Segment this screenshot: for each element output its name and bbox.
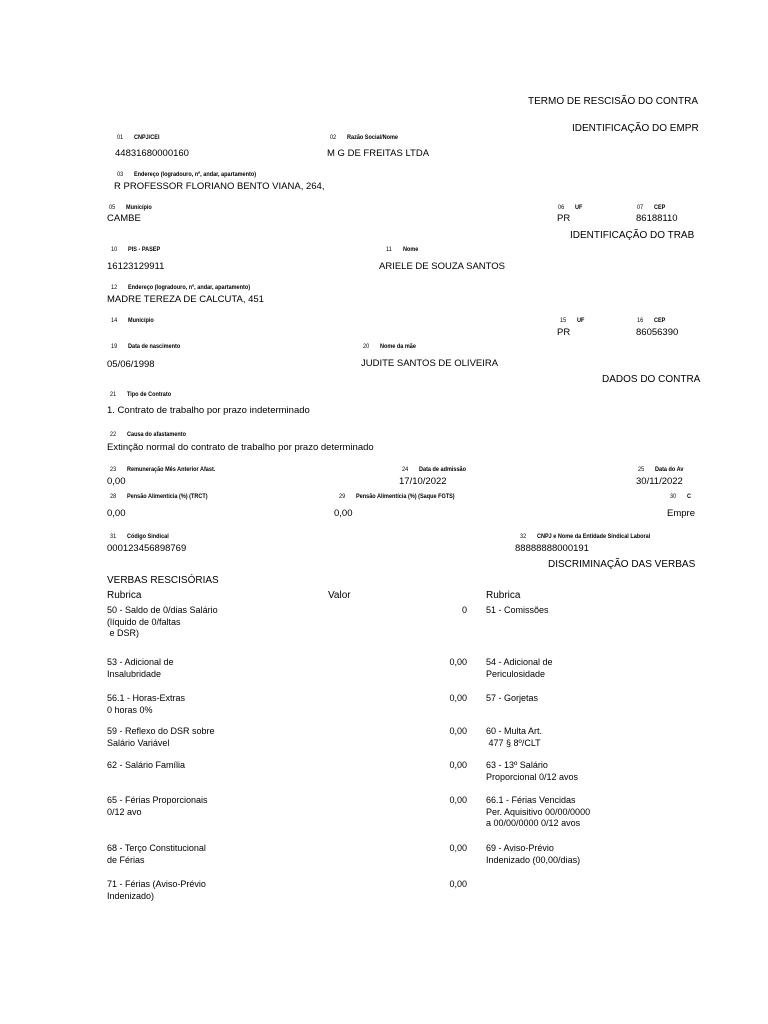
verba-value: 0,00 [449,760,467,770]
field-label-cnpj: 01 CNPJ/CEI [117,134,160,141]
field-label-pis: 10 PIS - PASEP [111,246,161,253]
verba-rubrica-right: 51 - Comissões [486,605,549,615]
verba-value: 0,00 [449,657,467,667]
field-value-contract-type: 1. Contrato de trabalho por prazo indeterminado [107,405,310,416]
field-label-company-name: 02 Razão Social/Nome [330,134,398,141]
verba-rubrica: 71 - Férias (Aviso-Prévio Indenizado) [107,879,206,901]
column-header-rubrica: Rubrica [107,590,142,601]
verba-rubrica-right: 57 - Gorjetas [486,693,539,703]
field-label-worker-city: 14 Município [111,317,154,324]
verba-value: 0,00 [449,795,467,805]
field-label-employer-city: 05 Município [109,204,152,211]
field-value-termination-cause: Extinção normal do contrato de trabalho por prazo determinado [107,442,374,453]
verba-rubrica: 65 - Férias Proporcionais 0/12 avo [107,795,208,817]
document-title: TERMO DE RESCISÃO DO CONTRA [528,96,699,107]
field-label-termination-cause: 22 Causa do afastamento [110,431,186,438]
field-value-notice-date: 30/11/2022 [636,476,683,487]
field-value-worker-cep: 86056390 [636,327,679,338]
field-label-previous-salary: 23 Remuneração Mês Anterior Afast. [110,466,216,473]
field-label-union-entity: 32 CNPJ e Nome da Entidade Sindical Laboral [520,533,651,540]
field-label-worker-uf: 15 UF [560,317,585,324]
field-label-employer-address: 03 Endereço (logradouro, nº, andar, apartamento) [117,171,257,178]
verbas-heading: VERBAS RESCISÓRIAS [107,575,219,586]
field-value-cnpj: 44831680000160 [115,148,189,159]
verba-value: 0,00 [449,726,467,736]
field-label-worker-address: 12 Endereço (logradouro, nº, andar, apartamento) [111,284,251,291]
verba-value: 0,00 [449,879,467,889]
field-label-category: 30 C [670,493,691,500]
field-label-worker-cep: 16 CEP [637,317,666,324]
field-value-employer-city: CAMBE [107,213,141,224]
field-value-union-code: 000123456898769 [107,543,187,554]
section-heading-contract: DADOS DO CONTRA [602,374,701,385]
field-value-admission-date: 17/10/2022 [399,476,447,487]
verba-rubrica: 68 - Terço Constitucional de Férias [107,843,206,865]
verba-rubrica: 53 - Adicional de Insalubridade [107,657,174,679]
field-value-previous-salary: 0,00 [107,476,126,487]
verba-rubrica: 59 - Reflexo do DSR sobre Salário Variável [107,726,215,748]
verba-rubrica-right: 54 - Adicional de Periculosidade [486,657,553,679]
verba-rubrica: 62 - Salário Família [107,760,186,770]
section-heading-discrimination: DISCRIMINAÇÃO DAS VERBAS [548,559,696,570]
field-value-birth-date: 05/06/1998 [107,359,155,370]
field-value-worker-name: ARIELE DE SOUZA SANTOS [379,261,506,272]
field-label-employer-uf: 06 UF [558,204,583,211]
section-heading-worker: IDENTIFICAÇÃO DO TRAB [570,230,695,241]
field-value-pis: 16123129911 [107,261,165,272]
verba-rubrica-right: 66.1 - Férias Vencidas Per. Aquisitivo 00/00/0000 a 00/00/0000 0/12 avos [486,795,591,828]
column-header-valor: Valor [328,590,351,601]
field-label-alimony-fgts: 29 Pensão Alimentícia (%) (Saque FGTS) [339,493,455,500]
verba-rubrica-right: 60 - Multa Art. 477 § 8º/CLT [486,726,543,748]
field-label-alimony-trct: 28 Pensão Alimentícia (%) (TRCT) [110,493,208,500]
verba-value: 0,00 [449,843,467,853]
verba-rubrica-right: 63 - 13º Salário Proporcional 0/12 avos [486,760,579,782]
field-value-company-name: M G DE FREITAS LTDA [327,148,430,159]
field-value-worker-address: MADRE TEREZA DE CALCUTA, 451 [107,294,264,305]
field-label-worker-name: 11 Nome [386,246,419,253]
field-value-category: Empre [667,508,695,519]
field-label-union-code: 31 Código Sindical [110,533,169,540]
verba-value: 0,00 [449,693,467,703]
field-value-employer-cep: 86188110 [636,213,678,224]
field-value-employer-address: R PROFESSOR FLORIANO BENTO VIANA, 264, [114,181,325,192]
field-value-union-entity: 88888888000191 [515,543,589,554]
column-header-rubrica-2: Rubrica [486,590,521,601]
verba-rubrica: 56.1 - Horas-Extras 0 horas 0% [107,693,186,715]
verba-rubrica: 50 - Saldo de 0/dias Salário (líquido de 0/faltas e DSR) [107,605,218,638]
field-label-employer-cep: 07 CEP [637,204,666,211]
field-value-employer-uf: PR [557,213,571,224]
field-label-notice-date: 25 Data do Av [638,466,684,473]
field-value-mother-name: JUDITE SANTOS DE OLIVEIRA [361,358,499,369]
field-label-birth-date: 19 Data de nascimento [111,343,181,350]
field-value-worker-uf: PR [557,327,571,338]
field-label-contract-type: 21 Tipo de Contrato [110,391,172,398]
field-label-admission-date: 24 Data de admissão [402,466,466,473]
verba-rubrica-right: 69 - Aviso-Prévio Indenizado (00,00/dias) [486,843,581,865]
section-heading-employer: IDENTIFICAÇÃO DO EMPR [572,123,699,134]
field-value-alimony-fgts: 0,00 [334,508,353,519]
field-value-alimony-trct: 0,00 [107,508,126,519]
field-label-mother-name: 20 Nome da mãe [363,343,416,350]
verba-value: 0 [461,605,467,615]
